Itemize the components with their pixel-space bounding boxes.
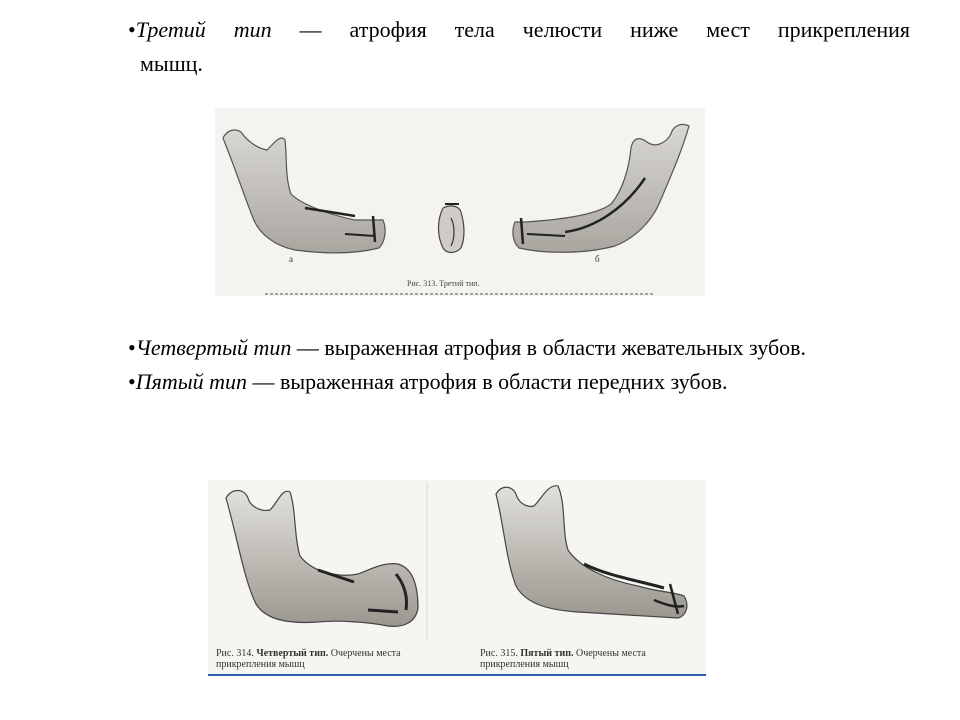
caption-fifth-number: Рис. 315. <box>480 648 518 659</box>
figure-third-type-image <box>215 108 705 296</box>
caption-fourth-title: Четвертый тип. <box>256 648 329 659</box>
fifth-type-description: — выраженная атрофия в области передних зубов. <box>247 369 728 394</box>
mandible-illustration-bottom <box>208 480 706 676</box>
label-b: б <box>595 254 600 264</box>
term-third-type: Третий тип <box>135 17 272 42</box>
mandible-cross-section <box>439 204 465 253</box>
caption-fifth-rest: Очерчены места прикрепления мышц <box>480 648 646 670</box>
caption-fourth-number: Рис. 314. <box>216 648 254 659</box>
bullet-dot: • <box>128 17 136 42</box>
caption-fifth-type <box>480 648 702 670</box>
label-a: а <box>289 254 293 264</box>
caption-fourth-type <box>216 648 426 670</box>
caption-fifth-title: Пятый тип. <box>520 648 574 659</box>
figure-bottom-border <box>208 674 706 676</box>
fourth-type-description: — выраженная атрофия в области жевательных зубов. <box>291 335 807 360</box>
mandible-fourth-type <box>226 491 418 627</box>
third-type-description: — атрофия тела челюсти ниже мест прикрепления <box>271 17 910 42</box>
caption-top: Рис. 313. Третий тип. <box>407 279 480 288</box>
third-type-description-continued: мышц. <box>140 51 203 76</box>
mandible-right-b <box>513 124 689 252</box>
caption-fourth-rest: Очерчены места прикрепления мышц <box>216 648 401 670</box>
mandible-left-a <box>223 130 385 253</box>
figure-fourth-fifth-type-image <box>208 480 706 676</box>
mandible-illustration-top <box>215 108 705 296</box>
bullet-dot: • <box>128 335 136 360</box>
bullet-dot: • <box>128 369 136 394</box>
bullet-fifth-type <box>128 367 727 397</box>
bullet-third-type <box>128 15 910 45</box>
bullet-fourth-type <box>128 333 806 363</box>
term-fourth-type: Четвертый тип <box>135 335 292 360</box>
mandible-fifth-type <box>496 486 687 618</box>
term-fifth-type: Пятый тип <box>135 369 247 394</box>
